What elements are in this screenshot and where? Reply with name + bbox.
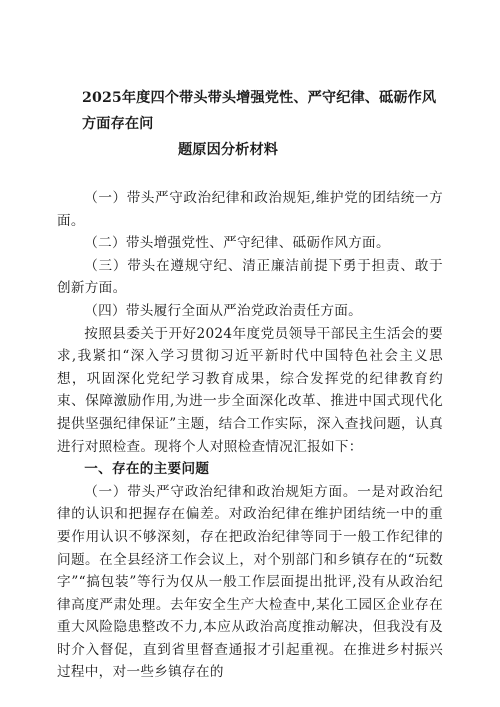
document-title xyxy=(82,85,443,163)
title-line-1: 2025年度四个带头带头增强党性、严守纪律、砥砺作风方面存在问 xyxy=(82,90,437,132)
item-3: （三）带头在遵规守纪、清正廉洁前提下勇于担责、敢于创新方面。 xyxy=(57,257,443,297)
document-body xyxy=(57,187,443,684)
item-1: （一）带头严守政治纪律和政治规矩,维护党的团结统一方面。 xyxy=(57,190,443,229)
item-2: （二）带头增强党性、严守纪律、砥砺作风方面。 xyxy=(84,235,390,252)
section-1-heading: 一、存在的主要问题 xyxy=(84,461,210,478)
item-4: （四）带头履行全面从严治党政治责任方面。 xyxy=(84,302,363,319)
section-1-paragraph: （一）带头严守政治纪律和政治规矩方面。一是对政治纪律的认识和把握存在偏差。对政治纪律在维护团结统一中的重要作用认识不够深刻，存在把政治纪律等同于一般工作纪律的问题。在全县经济工作会议上，对个别部门和乡镇存在的“玩数字”“搞包装”等行为仅从一般工作层面提出批评,没有从政治纪律高度严肃处理。去年安全生产大检查中,某化工园区企业存在重大风险隐患整改不力,本应从政治高度推动解决，但我没有及时介入督促，直到省里督查通报才引起重视。在推进乡村振兴过程中，对一些乡镇存在的 xyxy=(57,483,443,681)
intro-paragraph: 按照县委关于开好2024年度党员领导干部民主生活会的要求,我紧扣“深入学习贯彻习近平新时代中国特色社会主义思想，巩固深化党纪学习教育成果，综合发挥党的纪律教育约束、保障激励作用,为进一步全面深化改革、推进中国式现代化提供坚强纪律保证”主题，结合工作实际，深入查找问题，认真进行对照检查。现将个人对照检查情况汇报如下： xyxy=(57,325,443,455)
title-line-2: 题原因分析材料 xyxy=(178,142,279,158)
